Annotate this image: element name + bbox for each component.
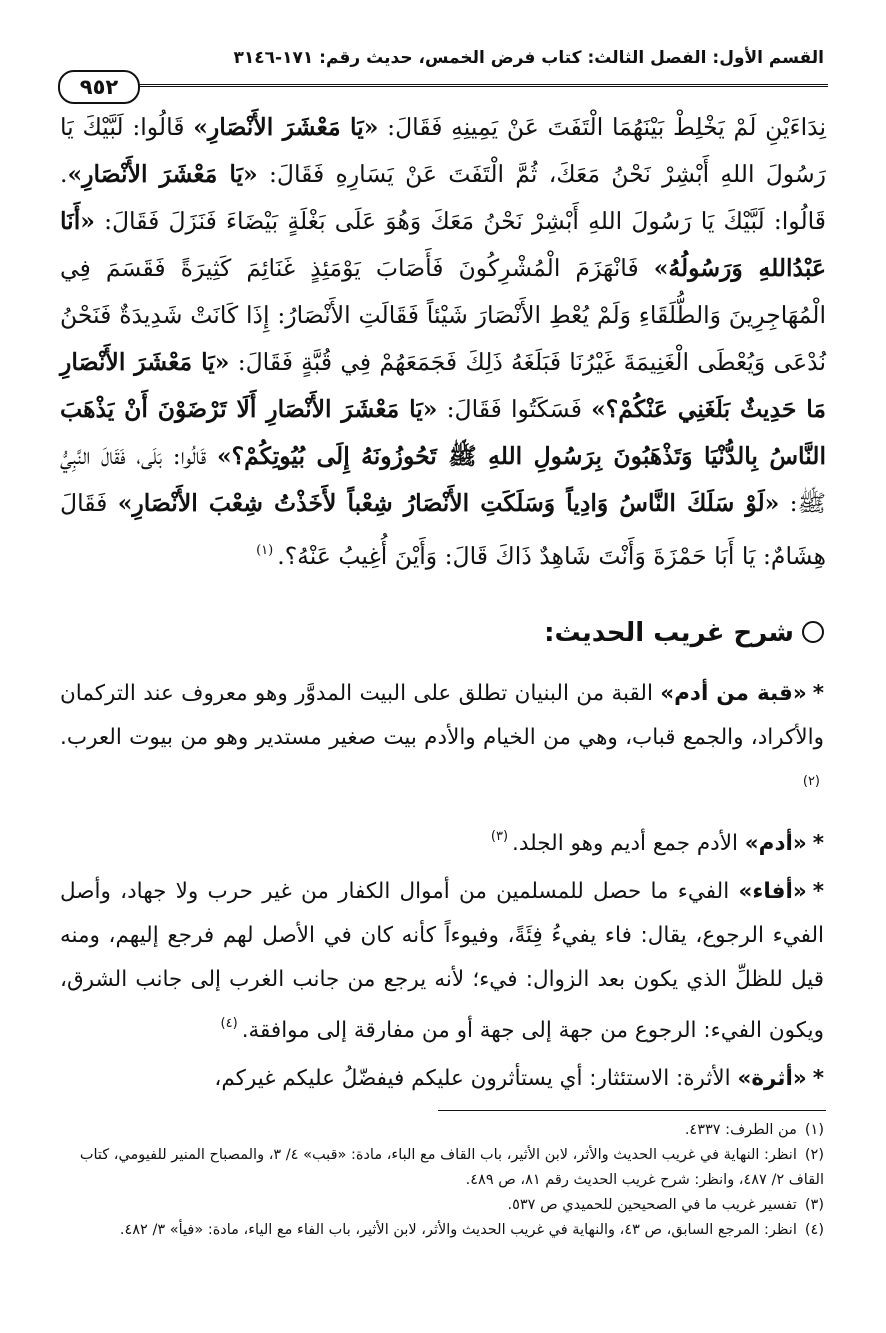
footnote-rule	[438, 1110, 826, 1111]
prophet-quote: «يَا مَعْشَرَ الأَنْصَارِ»	[193, 113, 379, 141]
term-definition: الأدم جمع أديم وهو الجلد.	[512, 831, 745, 856]
footnote-text: انظر: النهاية في غريب الحديث والأثر، لابن الأثير، باب القاف مع الباء، مادة: «قبب» ٤/ ٣، والمصباح المنير للفيومي، كتاب القاف ٢/ ٤٨٧، وانظر: شرح غريب الحديث رقم ٨١، ص ٤٨٩.	[79, 1147, 824, 1188]
footnote-reference: (٤)	[220, 1016, 238, 1031]
hadith-segment: فَانْهَزَمَ الْمُشْرِكُونَ فَأَصَابَ يَوْمَئِذٍ غَنَائِمَ كَثِيرَةً فَقَسَمَ فِي الْمُهَاجِرِينَ وَالطُّلَقَاءِ وَلَمْ يُعْطِ الأَنْصَارَ شَيْئاً فَقَالَتِ الأَنْصَارُ: إِذَا كَانَتْ شَدِيدَةٌ فَنَحْنُ نُدْعَى وَيُعْطَى الْغَنِيمَةَ غَيْرُنَا فَبَلَغَهُ ذَلِكَ فَجَمَعَهُمْ فِي قُبَّةٍ فَقَالَ:	[60, 254, 826, 376]
hadith-segment: فَقَالَ هِشَامٌ: يَا أَبَا حَمْزَةَ وَأَنْتَ شَاهِدٌ ذَاكَ قَالَ: وَأَيْنَ أُغِيبُ عَنْهُ؟.	[60, 489, 826, 570]
section-heading	[58, 618, 824, 648]
footnote-text: من الطرف: ٤٣٣٧.	[684, 1122, 797, 1138]
circle-bullet-icon	[802, 621, 824, 643]
section-heading-text: شرح غريب الحديث:	[544, 618, 794, 648]
asterisk-bullet-icon: *	[812, 681, 824, 706]
commentary-entry	[60, 1057, 824, 1101]
term-definition: الأثرة: الاستئثار: أي يستأثرون عليكم فيفضّلُ عليكم غيركم،	[214, 1066, 738, 1091]
glossed-term: «أدم»	[744, 831, 807, 856]
prophet-quote: «أَنَا عَبْدُاللهِ وَرَسُولُهُ»	[60, 207, 826, 282]
footnote-number: (٢)	[804, 1147, 824, 1163]
prophet-quote: «يَا مَعْشَرَ الأَنْصَارِ مَا حَدِيثٌ بَلَغَنِي عَنْكُمْ؟»	[60, 348, 826, 423]
footnote-number: (١)	[804, 1122, 824, 1138]
footnote-number: (٣)	[804, 1197, 824, 1213]
prophet-quote: «يَا مَعْشَرَ الأَنْصَارِ»	[67, 160, 258, 188]
glossed-term: «أفاء»	[738, 879, 807, 904]
hadith-segment: نِدَاءَيْنِ لَمْ يَخْلِطْ بَيْنَهُمَا الْتَفَتَ عَنْ يَمِينِهِ فَقَالَ:	[378, 113, 826, 141]
hadith-segment: قَالُوا: بَلَى، فَقَالَ النَّبِيُّ ﷺ:	[60, 442, 826, 517]
hadith-segment: . قَالُوا: لَبَّيْكَ يَا رَسُولَ اللهِ أَبْشِرْ نَحْنُ مَعَكَ وَهُوَ عَلَى بَغْلَةٍ بَيْضَاءَ فَنَزَلَ فَقَالَ:	[60, 160, 826, 235]
commentary-entry	[60, 815, 824, 866]
footnote-text: انظر: المرجع السابق، ص ٤٣، والنهاية في غريب الحديث والأثر، لابن الأثير، باب الفاء مع الياء، مادة: «فيأ» ٣/ ٤٨٢.	[119, 1222, 797, 1238]
hadith-text	[60, 104, 826, 580]
prophet-quote: «يَا مَعْشَرَ الأَنْصَارِ أَلَا تَرْضَوْنَ أَنْ يَذْهَبَ النَّاسُ بِالدُّنْيَا وَتَذْهَبُونَ بِرَسُولِ اللهِ ﷺ تَحُوزُونَهُ إِلَى بُيُوتِكُمْ؟»	[60, 395, 826, 470]
footnote-reference: (١)	[256, 543, 274, 558]
footnote-reference: (٢)	[802, 774, 820, 789]
asterisk-bullet-icon: *	[812, 879, 824, 904]
footnote-item	[60, 1193, 824, 1218]
term-definition: القبة من البنيان تطلق على البيت المدوَّر وهو معروف عند التركمان والأكراد، والجمع قباب، وهي من الخيام والأدم بيت صغير مستدير وهو من بيوت العرب.	[60, 681, 824, 750]
glossed-term: «قبة من أدم»	[660, 681, 807, 706]
vocabulary-commentary	[60, 672, 824, 1105]
footnote-item	[60, 1143, 824, 1193]
glossed-term: «أثرة»	[737, 1066, 807, 1091]
asterisk-bullet-icon: *	[812, 1066, 824, 1091]
hadith-segment: فَسَكَتُوا فَقَالَ:	[437, 395, 592, 423]
hadith-paragraph	[60, 104, 826, 580]
running-header: القسم الأول: الفصل الثالث: كتاب فرض الخمس، حديث رقم: ١٧١-٣١٤٦	[233, 48, 824, 68]
asterisk-bullet-icon: *	[812, 831, 824, 856]
header-rule	[138, 84, 828, 87]
footnote-reference: (٣)	[490, 829, 509, 844]
footnote-text: تفسير غريب ما في الصحيحين للحميدي ص ٥٣٧.	[507, 1197, 797, 1213]
commentary-entry	[60, 672, 824, 811]
prophet-quote: «لَوْ سَلَكَ النَّاسُ وَادِياً وَسَلَكَتِ الأَنْصَارُ شِعْباً لأَخَذْتُ شِعْبَ الأَنْصَارِ»	[117, 489, 780, 517]
hadith-segment: قَالُوا: لَبَّيْكَ يَا رَسُولَ اللهِ أَبْشِرْ نَحْنُ مَعَكَ، ثُمَّ الْتَفَتَ عَنْ يَسَارِهِ فَقَالَ:	[60, 113, 826, 188]
commentary-entry	[60, 870, 824, 1053]
footnote-item	[60, 1118, 824, 1143]
footnote-item	[60, 1218, 824, 1243]
page-number: ٩٥٢	[58, 70, 140, 104]
footnote-number: (٤)	[804, 1222, 824, 1238]
footnotes	[60, 1118, 824, 1243]
term-definition: الفيء ما حصل للمسلمين من أموال الكفار من غير حرب ولا جهاد، وأصل الفيء الرجوع، يقال: فاء يفيءُ فِئَةً، وفيوءاً كأنه كان في الأصل لهم فرجع إليهم، ومنه قيل للظلِّ الذي يكون بعد الزوال: فيء؛ لأنه يرجع من جانب الغرب إلى جانب الشرق، ويكون الفيء: الرجوع من جهة إلى جهة أو من مفارقة إلى موافقة.	[60, 879, 824, 1043]
